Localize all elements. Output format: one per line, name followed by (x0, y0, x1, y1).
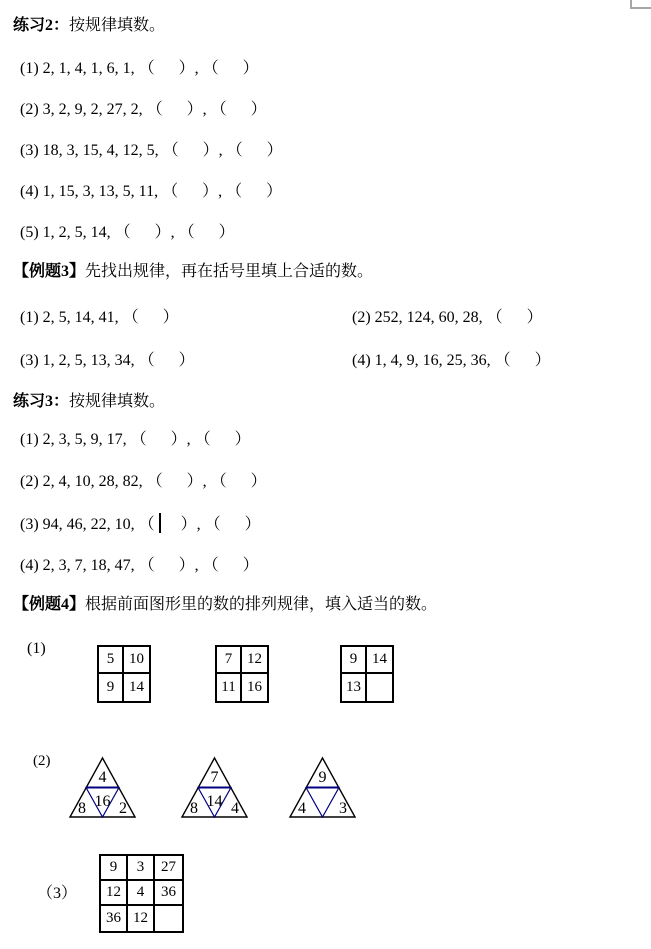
example4-part1-label: (1) (27, 640, 46, 657)
grid-cell[interactable]: 14 (367, 647, 392, 674)
exercise3-item-2[interactable]: (2) 2, 4, 10, 28, 82, （ ）, （ ） (20, 473, 267, 490)
grid-cell[interactable]: 14 (129, 679, 144, 695)
triangle-right-number: 4 (231, 800, 239, 817)
triangle-top-number: 9 (318, 769, 327, 786)
grid-cell[interactable]: 36 (101, 906, 128, 931)
exercise3-item-4[interactable]: (4) 2, 3, 7, 18, 47, （ ）, （ ） (20, 557, 259, 574)
exercise3-item-3-pre: (3) 94, 46, 22, 10, （ (20, 516, 159, 533)
exercise2-item-3[interactable]: (3) 18, 3, 15, 4, 12, 5, （ ）, （ ） (20, 142, 283, 159)
grid-3x3[interactable] (99, 854, 184, 933)
triangle-figure-3[interactable] (289, 756, 356, 820)
triangle-left-number: 8 (190, 800, 198, 817)
triangle-right-number: 2 (119, 800, 127, 817)
grid-cell[interactable]: 12 (101, 881, 128, 906)
grid-cell[interactable]: 9 (342, 647, 367, 674)
triangle-center-number: 14 (206, 793, 223, 810)
triangle-left-number: 8 (78, 800, 86, 817)
exercise3-title[interactable] (13, 391, 165, 413)
grid-cell-empty[interactable] (367, 674, 392, 701)
example3-title[interactable] (13, 261, 373, 283)
example3-item-3[interactable]: (3) 1, 2, 5, 13, 34, （ ） (20, 352, 195, 369)
triangle-left-number: 4 (298, 800, 306, 817)
grid-cell[interactable]: 9 (99, 674, 124, 701)
grid-2x2-1[interactable] (97, 645, 151, 703)
exercise3-item-3-post: ）, （ ） (160, 516, 261, 533)
example3-title-label: 【例题3】 (13, 263, 86, 280)
grid-cell[interactable]: 27 (155, 856, 182, 881)
grid-cell[interactable]: 36 (155, 881, 182, 906)
grid-cell[interactable]: 12 (128, 906, 155, 931)
grid-2x2-3[interactable] (340, 645, 394, 703)
triangle-top-number: 7 (210, 769, 219, 786)
exercise3-item-1[interactable]: (1) 2, 3, 5, 9, 17, （ ）, （ ） (20, 431, 251, 448)
exercise3-item-3[interactable] (20, 513, 261, 536)
grid-cell[interactable]: 4 (128, 881, 155, 906)
grid-cell[interactable]: 3 (128, 856, 155, 881)
example3-item-2[interactable]: (2) 252, 124, 60, 28, （ ） (352, 309, 543, 326)
triangle-figure-1[interactable] (69, 756, 136, 820)
triangle-center-number: 16 (94, 793, 111, 810)
grid-cell[interactable]: 5 (99, 647, 124, 674)
grid-cell-empty[interactable] (155, 906, 182, 931)
grid-cell[interactable]: 9 (101, 856, 128, 881)
exercise2-item-1[interactable]: (1) 2, 1, 4, 1, 6, 1, （ ）, （ ） (20, 60, 259, 77)
example4-title-label: 【例题4】 (13, 596, 86, 613)
triangle-right-number: 3 (339, 800, 347, 817)
example3-item-1[interactable]: (1) 2, 5, 14, 41, （ ） (20, 309, 179, 326)
exercise2-item-5[interactable]: (5) 1, 2, 5, 14, （ ）, （ ） (20, 224, 235, 241)
exercise3-title-text: 按规律填数。 (69, 393, 166, 410)
example4-title-text: 根据前面图形里的数的排列规律，填入适当的数。 (85, 596, 438, 613)
grid-cell[interactable]: 11 (217, 674, 242, 701)
exercise2-item-2[interactable]: (2) 3, 2, 9, 2, 27, 2, （ ）, （ ） (20, 101, 267, 118)
text-boundary-corner-mark-horizontal (630, 7, 651, 9)
exercise3-title-label: 练习3： (13, 393, 70, 410)
example4-part3-label: （3） (37, 885, 78, 902)
grid-cell[interactable]: 13 (342, 674, 367, 701)
exercise2-item-4[interactable]: (4) 1, 15, 3, 13, 5, 11, （ ）, （ ） (20, 183, 283, 200)
example3-title-text: 先找出规律，再在括号里填上合适的数。 (85, 263, 374, 280)
exercise2-title-label: 练习2： (13, 17, 70, 34)
grid-cell[interactable]: 10 (124, 647, 149, 674)
grid-cell[interactable]: 7 (217, 647, 242, 674)
inner-triangle (306, 788, 339, 818)
example4-part2-label: (2) (33, 753, 51, 769)
example3-item-4[interactable]: (4) 1, 4, 9, 16, 25, 36, （ ） (352, 352, 551, 369)
grid-cell[interactable]: 12 (242, 647, 267, 674)
triangle-top-number: 4 (98, 769, 107, 786)
grid-2x2-2[interactable] (215, 645, 269, 703)
example4-title[interactable] (13, 594, 437, 616)
exercise2-title-text: 按规律填数。 (69, 17, 166, 34)
triangle-figure-2[interactable] (181, 756, 248, 820)
exercise2-title[interactable] (13, 15, 165, 37)
grid-cell[interactable]: 16 (247, 679, 262, 695)
